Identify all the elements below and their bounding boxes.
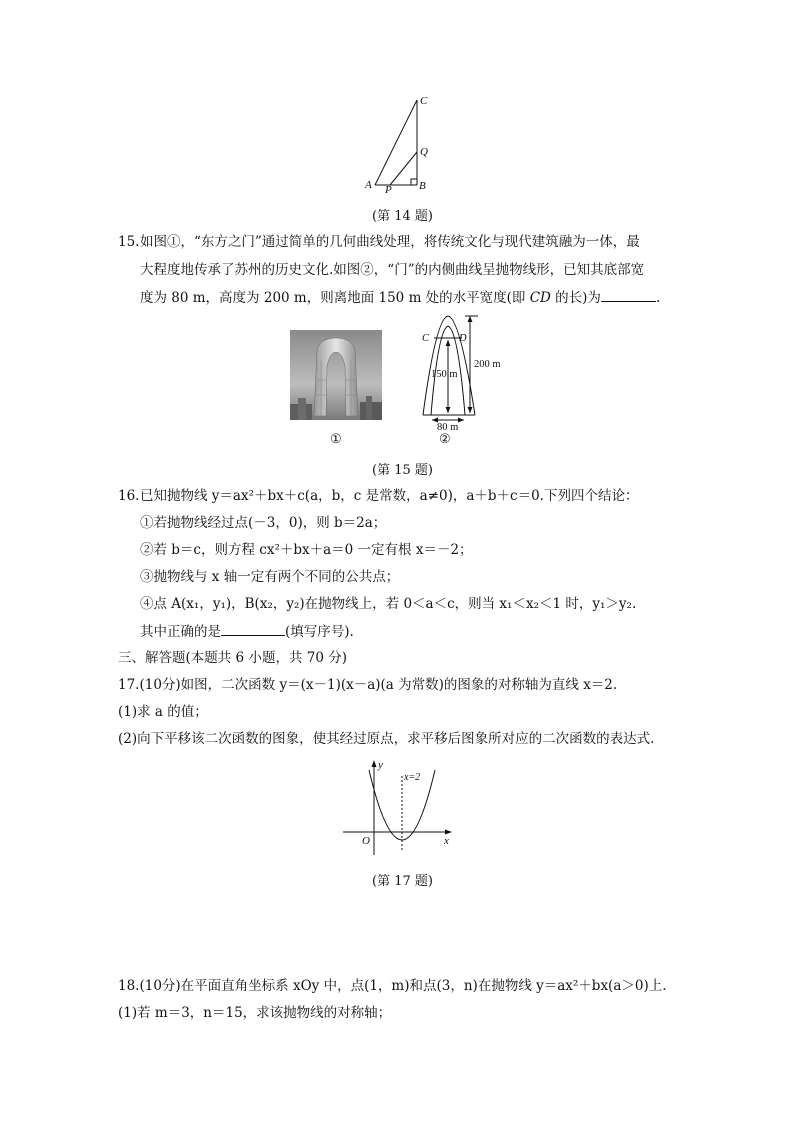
label-a: A bbox=[365, 179, 372, 191]
label-c: C bbox=[420, 95, 428, 107]
caption-15: (第 15 题) bbox=[372, 463, 433, 478]
q15-line3-a: 度为 80 m，高度为 200 m，则离地面 150 m 处的水平宽度(即 bbox=[140, 290, 530, 306]
q15-line3-c: . bbox=[655, 290, 661, 306]
q15-cd: CD bbox=[529, 290, 551, 306]
q16-conclusion-3: ③抛物线与 x 轴一定有两个不同的公共点； bbox=[140, 569, 400, 585]
axis-label: x=2 bbox=[404, 772, 421, 783]
figure-14 bbox=[360, 92, 440, 198]
figure-17-graph bbox=[338, 756, 458, 858]
label-d: D bbox=[459, 333, 467, 344]
q15-line2: 大程度地传承了苏州的历史文化.如图②，“门”的内侧曲线呈抛物线形，已知其底部宽 bbox=[140, 262, 645, 278]
q16-number: 16. bbox=[118, 488, 140, 504]
q16-stem: 已知抛物线 y＝ax²＋bx＋c(a，b，c 是常数，a≠0)，a＋b＋c＝0.下列四个结论： bbox=[140, 488, 639, 504]
figure-15-label-1: ① bbox=[330, 432, 342, 447]
label-200m: 200 m bbox=[474, 359, 501, 370]
label-150m: 150 m bbox=[431, 369, 458, 380]
q15-line3-b: 的长)为 bbox=[550, 290, 601, 306]
x-label: x bbox=[444, 835, 449, 847]
segment-pq bbox=[390, 152, 417, 185]
label-80m: 80 m bbox=[437, 422, 459, 430]
outer-parabola bbox=[423, 316, 475, 415]
caption-14: (第 14 题) bbox=[372, 209, 433, 224]
caption-17: (第 17 题) bbox=[372, 874, 433, 889]
figure-15-label-2: ② bbox=[439, 432, 451, 447]
section-3-heading: 三、解答题(本题共 6 小题，共 70 分) bbox=[118, 650, 347, 666]
q16-answer-blank[interactable] bbox=[221, 621, 285, 636]
q15-line3 bbox=[140, 287, 660, 308]
y-label: y bbox=[378, 759, 383, 771]
segment-ac bbox=[375, 100, 417, 185]
q16-conclusion-4: ④点 A(x₁，y₁)，B(x₂，y₂)在抛物线上，若 0＜a＜c，则当 x₁＜x₂＜1 时，y₁＞y₂. bbox=[140, 596, 637, 612]
gate-of-orient-photo bbox=[290, 330, 382, 420]
label-p: P bbox=[385, 184, 392, 196]
q16-ask-b: (填写序号). bbox=[285, 624, 354, 640]
q16-ask bbox=[140, 621, 354, 642]
q17-part-1: (1)求 a 的值； bbox=[118, 704, 208, 720]
q15-number: 15. bbox=[118, 234, 140, 250]
q18-part-1: (1)若 m＝3，n＝15，求该抛物线的对称轴； bbox=[118, 1005, 392, 1021]
q15-line1: 如图①，“东方之门”通过简单的几何曲线处理，将传统文化与现代建筑融为一体，最 bbox=[140, 234, 640, 250]
q16-conclusion-1: ①若抛物线经过点(－3，0)，则 b＝2a； bbox=[140, 515, 387, 531]
q17-stem: 17.(10分)如图，二次函数 y＝(x－1)(x－a)(a 为常数)的图象的对称轴为直线 x＝2. bbox=[118, 677, 618, 693]
q16-ask-a: 其中正确的是 bbox=[140, 624, 221, 640]
label-q: Q bbox=[420, 146, 428, 158]
origin-label: O bbox=[362, 835, 370, 847]
figure-15-diagram bbox=[418, 310, 508, 430]
label-c: C bbox=[422, 333, 430, 344]
q16-conclusion-2: ②若 b＝c，则方程 cx²＋bx＋a＝0 一定有根 x＝－2； bbox=[140, 542, 473, 558]
label-b: B bbox=[419, 180, 426, 192]
q15-answer-blank[interactable] bbox=[601, 287, 656, 302]
q18-stem: 18.(10分)在平面直角坐标系 xOy 中，点(1，m)和点(3，n)在抛物线 y＝ax²＋bx(a＞0)上. bbox=[118, 978, 667, 994]
q17-part-2: (2)向下平移该二次函数的图象，使其经过原点，求平移后图象所对应的二次函数的表达式. bbox=[118, 731, 655, 747]
right-angle-mark bbox=[411, 179, 417, 185]
